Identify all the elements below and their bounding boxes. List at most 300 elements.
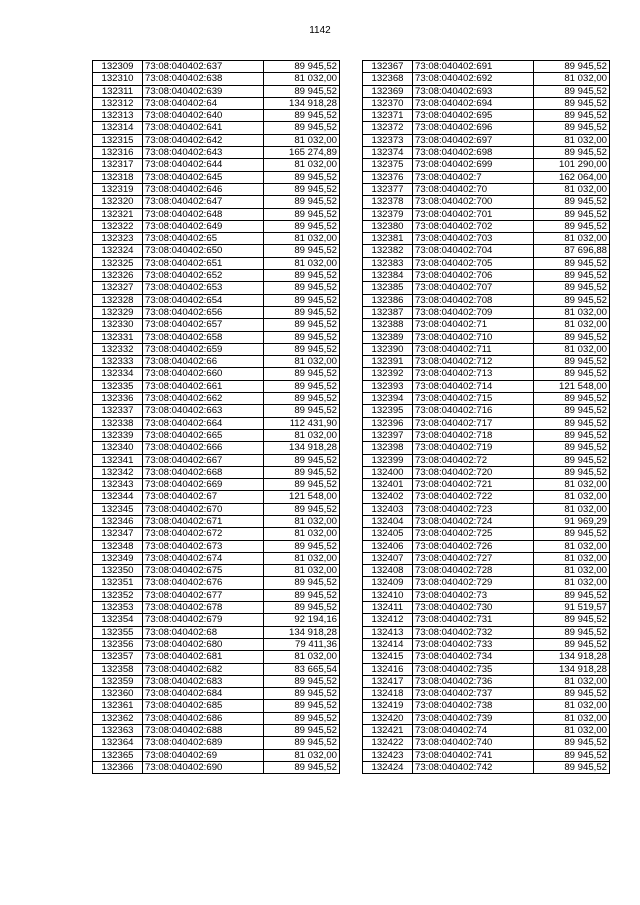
row-number-cell: 132322 (93, 220, 143, 232)
value-cell: 89 945,52 (534, 589, 610, 601)
cadastral-number-cell: 73:08:040402:736 (413, 675, 534, 687)
cadastral-number-cell: 73:08:040402:702 (413, 220, 534, 232)
table-row (93, 380, 340, 392)
value-cell: 89 945,52 (264, 540, 340, 552)
cadastral-number-cell: 73:08:040402:653 (143, 282, 264, 294)
row-number-cell: 132370 (363, 97, 413, 109)
right-register-table (362, 60, 610, 774)
cadastral-number-cell: 73:08:040402:699 (413, 159, 534, 171)
row-number-cell: 132415 (363, 651, 413, 663)
table-row (363, 515, 610, 527)
row-number-cell: 132386 (363, 294, 413, 306)
value-cell: 81 032,00 (534, 306, 610, 318)
table-row (363, 577, 610, 589)
value-cell: 89 945,52 (534, 429, 610, 441)
cadastral-number-cell: 73:08:040402:695 (413, 110, 534, 122)
row-number-cell: 132382 (363, 245, 413, 257)
value-cell: 89 945,52 (264, 85, 340, 97)
cadastral-number-cell: 73:08:040402:703 (413, 233, 534, 245)
value-cell: 89 945,52 (534, 749, 610, 761)
value-cell: 81 032,00 (264, 552, 340, 564)
value-cell: 89 945,52 (534, 97, 610, 109)
table-row (93, 393, 340, 405)
value-cell: 81 032,00 (264, 257, 340, 269)
cadastral-number-cell: 73:08:040402:649 (143, 220, 264, 232)
value-cell: 81 032,00 (264, 159, 340, 171)
table-row (93, 319, 340, 331)
table-row (363, 380, 610, 392)
table-row (363, 589, 610, 601)
row-number-cell: 132339 (93, 429, 143, 441)
table-row (93, 417, 340, 429)
table-row (93, 368, 340, 380)
cadastral-number-cell: 73:08:040402:731 (413, 614, 534, 626)
row-number-cell: 132313 (93, 110, 143, 122)
table-row (93, 503, 340, 515)
row-number-cell: 132354 (93, 614, 143, 626)
cadastral-number-cell: 73:08:040402:669 (143, 479, 264, 491)
value-cell: 89 945,52 (264, 319, 340, 331)
cadastral-number-cell: 73:08:040402:691 (413, 61, 534, 73)
cadastral-number-cell: 73:08:040402:732 (413, 626, 534, 638)
row-number-cell: 132396 (363, 417, 413, 429)
table-row (363, 725, 610, 737)
value-cell: 81 032,00 (534, 183, 610, 195)
cadastral-number-cell: 73:08:040402:712 (413, 356, 534, 368)
cadastral-number-cell: 73:08:040402:686 (143, 712, 264, 724)
table-row (363, 270, 610, 282)
cadastral-number-cell: 73:08:040402:68 (143, 626, 264, 638)
table-row (93, 61, 340, 73)
value-cell: 89 945,52 (534, 528, 610, 540)
row-number-cell: 132316 (93, 147, 143, 159)
row-number-cell: 132349 (93, 552, 143, 564)
value-cell: 89 945,52 (534, 417, 610, 429)
row-number-cell: 132319 (93, 183, 143, 195)
value-cell: 81 032,00 (534, 725, 610, 737)
table-row (363, 442, 610, 454)
row-number-cell: 132417 (363, 675, 413, 687)
cadastral-number-cell: 73:08:040402:710 (413, 331, 534, 343)
cadastral-number-cell: 73:08:040402:69 (143, 749, 264, 761)
row-number-cell: 132381 (363, 233, 413, 245)
value-cell: 89 945,52 (264, 245, 340, 257)
value-cell: 165 274,89 (264, 147, 340, 159)
row-number-cell: 132324 (93, 245, 143, 257)
cadastral-number-cell: 73:08:040402:641 (143, 122, 264, 134)
cadastral-number-cell: 73:08:040402:685 (143, 700, 264, 712)
value-cell: 81 032,00 (534, 712, 610, 724)
table-row (93, 589, 340, 601)
cadastral-number-cell: 73:08:040402:646 (143, 183, 264, 195)
cadastral-number-cell: 73:08:040402:676 (143, 577, 264, 589)
table-row (93, 196, 340, 208)
cadastral-number-cell: 73:08:040402:70 (413, 183, 534, 195)
value-cell: 89 945,52 (264, 577, 340, 589)
table-row (363, 651, 610, 663)
cadastral-number-cell: 73:08:040402:654 (143, 294, 264, 306)
table-row (363, 429, 610, 441)
row-number-cell: 132424 (363, 761, 413, 773)
table-row (93, 257, 340, 269)
cadastral-number-cell: 73:08:040402:741 (413, 749, 534, 761)
row-number-cell: 132409 (363, 577, 413, 589)
table-row (363, 306, 610, 318)
value-cell: 134 918,28 (264, 626, 340, 638)
row-number-cell: 132383 (363, 257, 413, 269)
value-cell: 89 945,52 (534, 356, 610, 368)
value-cell: 89 945,52 (534, 614, 610, 626)
table-row (363, 73, 610, 85)
left-register-body (93, 61, 340, 774)
row-number-cell: 132366 (93, 761, 143, 773)
value-cell: 91 969,29 (534, 515, 610, 527)
table-row (93, 577, 340, 589)
table-row (93, 626, 340, 638)
row-number-cell: 132314 (93, 122, 143, 134)
value-cell: 89 945,52 (534, 270, 610, 282)
table-row (363, 319, 610, 331)
row-number-cell: 132333 (93, 356, 143, 368)
value-cell: 81 032,00 (534, 479, 610, 491)
row-number-cell: 132388 (363, 319, 413, 331)
table-row (363, 417, 610, 429)
value-cell: 92 194,16 (264, 614, 340, 626)
table-row (93, 85, 340, 97)
cadastral-number-cell: 73:08:040402:665 (143, 429, 264, 441)
cadastral-number-cell: 73:08:040402:719 (413, 442, 534, 454)
value-cell: 134 918,28 (534, 663, 610, 675)
value-cell: 89 945,52 (534, 220, 610, 232)
table-row (93, 331, 340, 343)
value-cell: 81 032,00 (534, 577, 610, 589)
page-number: 1142 (309, 25, 331, 36)
table-row (363, 503, 610, 515)
value-cell: 89 945,52 (534, 442, 610, 454)
table-row (93, 270, 340, 282)
row-number-cell: 132359 (93, 675, 143, 687)
row-number-cell: 132391 (363, 356, 413, 368)
row-number-cell: 132405 (363, 528, 413, 540)
row-number-cell: 132334 (93, 368, 143, 380)
row-number-cell: 132331 (93, 331, 143, 343)
row-number-cell: 132312 (93, 97, 143, 109)
cadastral-number-cell: 73:08:040402:694 (413, 97, 534, 109)
table-row (363, 343, 610, 355)
table-row (363, 282, 610, 294)
cadastral-number-cell: 73:08:040402:725 (413, 528, 534, 540)
cadastral-number-cell: 73:08:040402:704 (413, 245, 534, 257)
table-row (93, 663, 340, 675)
cadastral-number-cell: 73:08:040402:688 (143, 725, 264, 737)
value-cell: 89 945,52 (264, 466, 340, 478)
cadastral-number-cell: 73:08:040402:652 (143, 270, 264, 282)
row-number-cell: 132345 (93, 503, 143, 515)
cadastral-number-cell: 73:08:040402:661 (143, 380, 264, 392)
cadastral-number-cell: 73:08:040402:707 (413, 282, 534, 294)
value-cell: 91 519,57 (534, 602, 610, 614)
row-number-cell: 132389 (363, 331, 413, 343)
row-number-cell: 132352 (93, 589, 143, 601)
row-number-cell: 132411 (363, 602, 413, 614)
row-number-cell: 132423 (363, 749, 413, 761)
value-cell: 89 945,52 (264, 183, 340, 195)
table-row (363, 122, 610, 134)
cadastral-number-cell: 73:08:040402:643 (143, 147, 264, 159)
cadastral-number-cell: 73:08:040402:678 (143, 602, 264, 614)
table-row (363, 602, 610, 614)
cadastral-number-cell: 73:08:040402:706 (413, 270, 534, 282)
cadastral-number-cell: 73:08:040402:720 (413, 466, 534, 478)
table-row (363, 134, 610, 146)
value-cell: 89 945,52 (534, 294, 610, 306)
cadastral-number-cell: 73:08:040402:668 (143, 466, 264, 478)
table-row (93, 540, 340, 552)
row-number-cell: 132321 (93, 208, 143, 220)
row-number-cell: 132394 (363, 393, 413, 405)
value-cell: 89 945,52 (534, 737, 610, 749)
table-row (93, 712, 340, 724)
value-cell: 121 548,00 (534, 380, 610, 392)
table-row (93, 208, 340, 220)
value-cell: 81 032,00 (534, 552, 610, 564)
table-row (93, 429, 340, 441)
table-row (93, 466, 340, 478)
cadastral-number-cell: 73:08:040402:74 (413, 725, 534, 737)
row-number-cell: 132369 (363, 85, 413, 97)
value-cell: 89 945,52 (534, 761, 610, 773)
row-number-cell: 132371 (363, 110, 413, 122)
row-number-cell: 132418 (363, 688, 413, 700)
cadastral-number-cell: 73:08:040402:650 (143, 245, 264, 257)
cadastral-number-cell: 73:08:040402:729 (413, 577, 534, 589)
table-row (363, 700, 610, 712)
table-row (93, 306, 340, 318)
table-row (93, 110, 340, 122)
value-cell: 89 945,52 (264, 270, 340, 282)
row-number-cell: 132363 (93, 725, 143, 737)
row-number-cell: 132399 (363, 454, 413, 466)
cadastral-number-cell: 73:08:040402:657 (143, 319, 264, 331)
row-number-cell: 132392 (363, 368, 413, 380)
value-cell: 81 032,00 (534, 540, 610, 552)
row-number-cell: 132406 (363, 540, 413, 552)
row-number-cell: 132310 (93, 73, 143, 85)
cadastral-number-cell: 73:08:040402:673 (143, 540, 264, 552)
cadastral-number-cell: 73:08:040402:647 (143, 196, 264, 208)
cadastral-number-cell: 73:08:040402:639 (143, 85, 264, 97)
value-cell: 89 945,52 (534, 368, 610, 380)
value-cell: 89 945,52 (534, 454, 610, 466)
table-row (363, 626, 610, 638)
row-number-cell: 132346 (93, 515, 143, 527)
table-row (93, 220, 340, 232)
table-row (363, 220, 610, 232)
table-row (363, 712, 610, 724)
value-cell: 89 945,52 (264, 405, 340, 417)
cadastral-number-cell: 73:08:040402:711 (413, 343, 534, 355)
value-cell: 89 945,52 (264, 294, 340, 306)
cadastral-number-cell: 73:08:040402:670 (143, 503, 264, 515)
row-number-cell: 132341 (93, 454, 143, 466)
table-row (363, 331, 610, 343)
row-number-cell: 132343 (93, 479, 143, 491)
cadastral-number-cell: 73:08:040402:658 (143, 331, 264, 343)
row-number-cell: 132372 (363, 122, 413, 134)
cadastral-number-cell: 73:08:040402:726 (413, 540, 534, 552)
value-cell: 89 945,52 (264, 503, 340, 515)
value-cell: 89 945,52 (534, 282, 610, 294)
value-cell: 89 945,52 (264, 196, 340, 208)
value-cell: 81 032,00 (534, 503, 610, 515)
cadastral-number-cell: 73:08:040402:7 (413, 171, 534, 183)
cadastral-number-cell: 73:08:040402:718 (413, 429, 534, 441)
cadastral-number-cell: 73:08:040402:701 (413, 208, 534, 220)
cadastral-number-cell: 73:08:040402:730 (413, 602, 534, 614)
table-row (363, 405, 610, 417)
table-row (93, 675, 340, 687)
value-cell: 81 032,00 (264, 515, 340, 527)
table-row (93, 552, 340, 564)
row-number-cell: 132373 (363, 134, 413, 146)
table-row (93, 134, 340, 146)
value-cell: 89 945,52 (534, 626, 610, 638)
table-row (363, 454, 610, 466)
value-cell: 81 032,00 (534, 700, 610, 712)
row-number-cell: 132337 (93, 405, 143, 417)
cadastral-number-cell: 73:08:040402:662 (143, 393, 264, 405)
row-number-cell: 132400 (363, 466, 413, 478)
table-row (363, 233, 610, 245)
cadastral-number-cell: 73:08:040402:728 (413, 565, 534, 577)
table-row (363, 663, 610, 675)
table-row (93, 356, 340, 368)
row-number-cell: 132335 (93, 380, 143, 392)
row-number-cell: 132360 (93, 688, 143, 700)
row-number-cell: 132318 (93, 171, 143, 183)
row-number-cell: 132309 (93, 61, 143, 73)
table-row (93, 97, 340, 109)
table-row (363, 159, 610, 171)
cadastral-number-cell: 73:08:040402:675 (143, 565, 264, 577)
row-number-cell: 132419 (363, 700, 413, 712)
row-number-cell: 132385 (363, 282, 413, 294)
table-row (93, 515, 340, 527)
value-cell: 81 032,00 (264, 749, 340, 761)
table-row (363, 196, 610, 208)
row-number-cell: 132365 (93, 749, 143, 761)
row-number-cell: 132395 (363, 405, 413, 417)
row-number-cell: 132410 (363, 589, 413, 601)
table-row (93, 454, 340, 466)
value-cell: 81 032,00 (264, 356, 340, 368)
value-cell: 79 411,36 (264, 638, 340, 650)
value-cell: 89 945,52 (264, 343, 340, 355)
row-number-cell: 132422 (363, 737, 413, 749)
cadastral-number-cell: 73:08:040402:737 (413, 688, 534, 700)
row-number-cell: 132413 (363, 626, 413, 638)
table-row (93, 233, 340, 245)
table-row (93, 565, 340, 577)
cadastral-number-cell: 73:08:040402:740 (413, 737, 534, 749)
row-number-cell: 132330 (93, 319, 143, 331)
row-number-cell: 132361 (93, 700, 143, 712)
table-row (363, 749, 610, 761)
cadastral-number-cell: 73:08:040402:724 (413, 515, 534, 527)
value-cell: 87 696,88 (534, 245, 610, 257)
cadastral-number-cell: 73:08:040402:663 (143, 405, 264, 417)
table-row (363, 565, 610, 577)
row-number-cell: 132355 (93, 626, 143, 638)
cadastral-number-cell: 73:08:040402:684 (143, 688, 264, 700)
table-row (93, 614, 340, 626)
value-cell: 81 032,00 (264, 528, 340, 540)
row-number-cell: 132327 (93, 282, 143, 294)
value-cell: 89 945,52 (264, 675, 340, 687)
value-cell: 89 945,52 (264, 454, 340, 466)
row-number-cell: 132377 (363, 183, 413, 195)
cadastral-number-cell: 73:08:040402:734 (413, 651, 534, 663)
table-row (363, 257, 610, 269)
cadastral-number-cell: 73:08:040402:690 (143, 761, 264, 773)
cadastral-number-cell: 73:08:040402:696 (413, 122, 534, 134)
value-cell: 89 945,52 (534, 61, 610, 73)
cadastral-number-cell: 73:08:040402:651 (143, 257, 264, 269)
table-row (363, 97, 610, 109)
table-row (363, 614, 610, 626)
value-cell: 89 945,52 (264, 282, 340, 294)
table-row (363, 61, 610, 73)
table-row (363, 294, 610, 306)
cadastral-number-cell: 73:08:040402:637 (143, 61, 264, 73)
row-number-cell: 132311 (93, 85, 143, 97)
row-number-cell: 132384 (363, 270, 413, 282)
table-row (93, 405, 340, 417)
value-cell: 89 945,52 (264, 712, 340, 724)
cadastral-number-cell: 73:08:040402:64 (143, 97, 264, 109)
value-cell: 81 032,00 (264, 429, 340, 441)
value-cell: 89 945,52 (264, 110, 340, 122)
row-number-cell: 132379 (363, 208, 413, 220)
cadastral-number-cell: 73:08:040402:735 (413, 663, 534, 675)
cadastral-number-cell: 73:08:040402:667 (143, 454, 264, 466)
cadastral-number-cell: 73:08:040402:681 (143, 651, 264, 663)
value-cell: 81 032,00 (264, 134, 340, 146)
table-row (363, 466, 610, 478)
cadastral-number-cell: 73:08:040402:709 (413, 306, 534, 318)
value-cell: 89 945,52 (264, 380, 340, 392)
table-row (93, 171, 340, 183)
table-row (93, 688, 340, 700)
row-number-cell: 132387 (363, 306, 413, 318)
value-cell: 81 032,00 (534, 134, 610, 146)
table-row (93, 638, 340, 650)
cadastral-number-cell: 73:08:040402:674 (143, 552, 264, 564)
row-number-cell: 132364 (93, 737, 143, 749)
value-cell: 89 945,52 (534, 208, 610, 220)
table-row (363, 528, 610, 540)
row-number-cell: 132325 (93, 257, 143, 269)
value-cell: 89 945,52 (534, 196, 610, 208)
table-row (93, 73, 340, 85)
row-number-cell: 132397 (363, 429, 413, 441)
cadastral-number-cell: 73:08:040402:660 (143, 368, 264, 380)
cadastral-number-cell: 73:08:040402:721 (413, 479, 534, 491)
value-cell: 81 032,00 (534, 491, 610, 503)
cadastral-number-cell: 73:08:040402:682 (143, 663, 264, 675)
value-cell: 89 945,52 (264, 122, 340, 134)
row-number-cell: 132338 (93, 417, 143, 429)
